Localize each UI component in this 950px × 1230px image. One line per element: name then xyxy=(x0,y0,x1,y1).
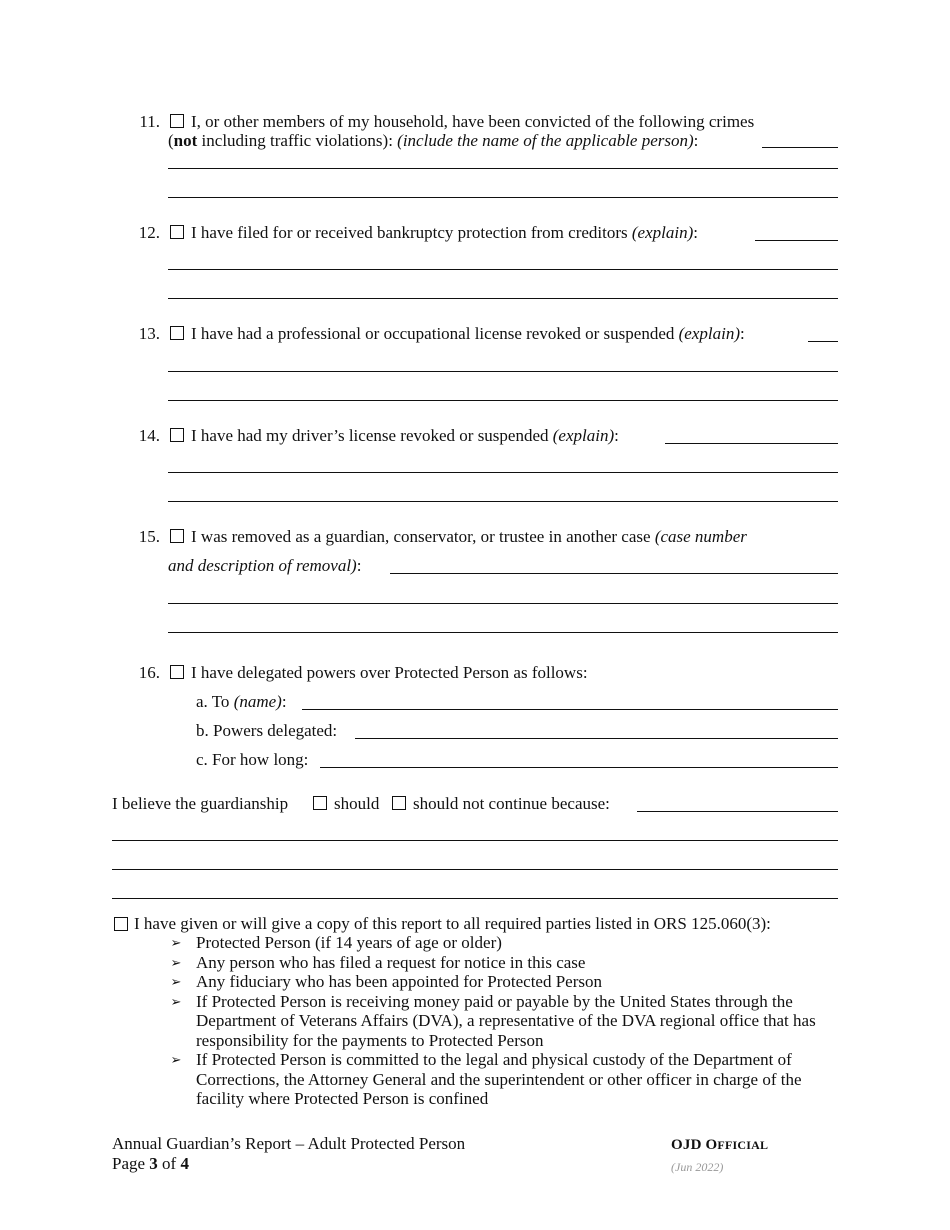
item-number: 11. xyxy=(139,112,160,131)
should-checkbox[interactable] xyxy=(313,796,327,810)
list-item: ➢ If Protected Person is committed to the legal and physical custody of the Department of Corrections, the Attorney General and the superintendent or other officer in charge of the facility where Protected Person is confined xyxy=(168,1050,848,1109)
powers-delegated-line[interactable] xyxy=(355,738,838,739)
item-number: 12. xyxy=(138,223,160,242)
arrow-bullet-icon: ➢ xyxy=(170,954,182,970)
item-15-answer-line[interactable] xyxy=(168,632,838,633)
delegate-to-line[interactable] xyxy=(302,709,838,710)
item-13-answer-line[interactable] xyxy=(168,400,838,401)
item-12-answer-line[interactable] xyxy=(755,240,838,241)
list-item: ➢ Protected Person (if 14 years of age or older) xyxy=(168,933,848,953)
item-14-checkbox[interactable] xyxy=(170,428,184,442)
copy-given-checkbox[interactable] xyxy=(114,917,128,931)
item-13-answer-line[interactable] xyxy=(808,341,838,342)
belief-answer-line[interactable] xyxy=(112,898,838,899)
should-not-label: should not continue because: xyxy=(413,794,610,813)
belief-answer-line[interactable] xyxy=(112,869,838,870)
item-12-answer-line[interactable] xyxy=(168,298,838,299)
item-number: 14. xyxy=(138,426,160,445)
required-parties-list xyxy=(168,933,848,1109)
footer-right xyxy=(671,1135,768,1177)
item-13-checkbox[interactable] xyxy=(170,326,184,340)
arrow-bullet-icon: ➢ xyxy=(170,993,182,1009)
revision-date: (Jun 2022) xyxy=(671,1160,724,1174)
arrow-bullet-icon: ➢ xyxy=(170,974,182,989)
copy-given-text: I have given or will give a copy of this report to all required parties listed in ORS 125.060(3): xyxy=(134,914,771,933)
should-not-checkbox[interactable] xyxy=(392,796,406,810)
item-13-answer-line[interactable] xyxy=(168,371,838,372)
should-label: should xyxy=(334,794,380,813)
form-title: Annual Guardian’s Report – Adult Protected Person xyxy=(112,1134,466,1153)
belief-answer-line[interactable] xyxy=(112,840,838,841)
item-15-text: I was removed as a guardian, conservator, or trustee in another case (case number xyxy=(191,527,747,546)
item-15-answer-line[interactable] xyxy=(390,573,838,574)
item-15-text-line2: and description of removal): xyxy=(168,556,362,575)
arrow-bullet-icon: ➢ xyxy=(170,1052,182,1067)
item-11-text-line2: (not including traffic violations): (include the name of the applicable person): xyxy=(168,131,699,150)
list-item: ➢ Any fiduciary who has been appointed for Protected Person xyxy=(168,972,848,992)
item-13-text: I have had a professional or occupational license revoked or suspended (explain): xyxy=(191,324,745,343)
item-11-answer-line[interactable] xyxy=(168,168,838,169)
how-long-line[interactable] xyxy=(320,767,838,768)
item-15-answer-line[interactable] xyxy=(168,603,838,604)
item-11-text: I, or other members of my household, have been convicted of the following crimes xyxy=(191,112,755,131)
delegate-to-label: a. To (name): xyxy=(196,692,287,711)
page-number: Page 3 of 4 xyxy=(112,1154,189,1173)
item-11-checkbox[interactable] xyxy=(170,114,184,128)
belief-answer-line[interactable] xyxy=(637,811,838,812)
item-number: 16. xyxy=(138,663,160,682)
item-12-text: I have filed for or received bankruptcy protection from creditors (explain): xyxy=(191,223,698,242)
list-item: ➢ If Protected Person is receiving money paid or payable by the United States through the Department of Veterans Affairs (DVA), a representative of the DVA regional office that has responsibility for the payments to Protected Person xyxy=(168,992,848,1051)
item-number: 15. xyxy=(138,527,160,546)
item-14-text: I have had my driver’s license revoked or suspended (explain): xyxy=(191,426,619,445)
item-14-answer-line[interactable] xyxy=(168,501,838,502)
powers-delegated-label: b. Powers delegated: xyxy=(196,721,338,740)
item-12-answer-line[interactable] xyxy=(168,269,838,270)
item-14-answer-line[interactable] xyxy=(665,443,838,444)
how-long-label: c. For how long: xyxy=(196,750,309,769)
belief-text: I believe the guardianship xyxy=(112,794,289,813)
item-15-checkbox[interactable] xyxy=(170,529,184,543)
ojd-official-label: OJD OFFICIAL xyxy=(671,1137,769,1153)
item-11-answer-line[interactable] xyxy=(762,147,838,148)
list-item: ➢ Any person who has filed a request for notice in this case xyxy=(168,953,848,973)
item-11-answer-line[interactable] xyxy=(168,197,838,198)
item-12-checkbox[interactable] xyxy=(170,225,184,239)
item-14-answer-line[interactable] xyxy=(168,472,838,473)
item-16-checkbox[interactable] xyxy=(170,665,184,679)
arrow-bullet-icon: ➢ xyxy=(170,935,182,950)
footer-left xyxy=(112,1134,465,1174)
item-number: 13. xyxy=(138,324,160,343)
item-16-text: I have delegated powers over Protected Person as follows: xyxy=(191,663,588,682)
